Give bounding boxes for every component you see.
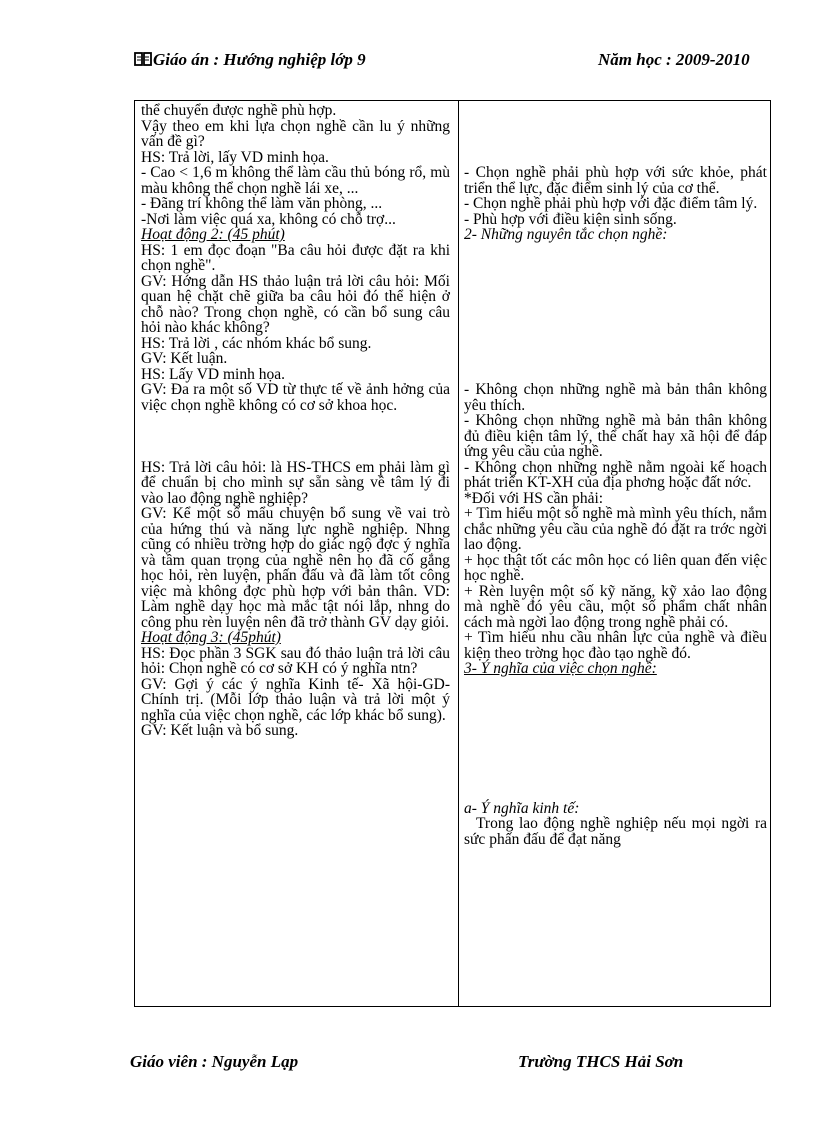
left-para: thể chuyển được nghề phù hợp.: [141, 102, 337, 119]
header-title: [134, 50, 366, 70]
left-para: GV: Đa ra một số VD từ thực tế về ảnh hởng của việc chọn nghề không có cơ sở khoa học.: [141, 381, 450, 414]
left-para: Vậy theo em khi lựa chọn nghề cần lu ý những vấn đề gì?: [141, 117, 450, 150]
right-para: - Chọn nghề phải phù hợp với đặc điểm tâm lý.: [464, 195, 758, 212]
right-para: - Phù hợp với điều kiện sinh sống.: [464, 210, 677, 228]
left-para: GV: Kết luận và bổ sung.: [141, 722, 299, 739]
right-para: + học thật tốt các môn học có liên quan đến việc học nghề.: [464, 551, 767, 584]
book-icon: [134, 51, 152, 67]
section-2-heading: [464, 227, 767, 243]
activity-2-heading: Hoạt động 2: (45 phút): [141, 226, 285, 243]
left-para: HS: Trả lời , các nhóm khác bổ sung.: [141, 334, 372, 352]
right-para: + Tìm hiểu nhu cầu nhân lực của nghề và điều kiện theo trờng học đào tạo nghề đó.: [464, 629, 767, 662]
left-para: GV: Kể một số mẩu chuyện bổ sung về vai trò của hứng thú và năng lực nghề nghiệp. Nhng cũng có nhiều trờng hợp do giác ngộ đợc ý nghĩa và tầm quan trọng của nghề nên họ đã cố gắng học hỏi, rèn luyện, phấn đấu và đã làm tốt công việc mà không đợc phù hợp với bản thân. VD: Làm nghề dạy học mà mắc tật nói lắp, nhng do công phu rèn luyện nên đã trở thành GV dạy giỏi.: [141, 505, 450, 631]
left-para: HS: 1 em đọc đoạn "Ba câu hỏi được đặt ra khi chọn nghề".: [141, 241, 450, 274]
right-para: - Không chọn những nghề mà bản thân không yêu thích.: [464, 381, 767, 414]
left-para: - Đãng trí không thể làm văn phòng, ...: [141, 195, 383, 212]
economic-meaning-heading: a- Ý nghĩa kinh tế:: [464, 799, 580, 817]
header-left-text: Giáo án : Hướng nghiệp lớp 9: [153, 50, 366, 69]
right-para: *Đối với HS cần phải:: [464, 489, 604, 507]
left-para: HS: Lấy VD minh họa.: [141, 365, 285, 383]
left-para: GV: Hớng dẫn HS thảo luận trả lời câu hỏi: Mối quan hệ chặt chẽ giữa ba câu hỏi đó thể hiện ở chỗ nào? Trong chọn nghề, có cần bổ sung câu hỏi nào khác không?: [141, 272, 450, 336]
left-para: GV: Kết luận.: [141, 350, 228, 367]
left-para: -Nơi làm việc quá xa, không có chỗ trợ...: [141, 210, 396, 228]
school-year: Năm học : 2009-2010: [598, 50, 750, 69]
teacher-name: Giáo viên : Nguyễn Lạp: [130, 1052, 299, 1071]
right-para: - Không chọn những nghề nằm ngoài kế hoạch phát triển KT-XH của địa phơng hoặc đất nớc.: [464, 458, 767, 491]
left-para: HS: Trả lời câu hỏi: là HS-THCS em phải làm gì để chuẩn bị cho mình sự sẵn sàng về tâm lý đi vào lao động nghề nghiệp?: [141, 458, 450, 507]
section-3-heading: 3- Ý nghĩa của việc chọn nghề:: [464, 660, 657, 677]
left-para: - Cao < 1,6 m không thể làm cầu thủ bóng rổ, mù màu không thể chọn nghề lái xe, ...: [141, 164, 450, 197]
teaching-activities-column: [141, 103, 450, 739]
right-para: - Chọn nghề phải phù hợp với sức khỏe, phát triển thể lực, đặc điểm sinh lý của cơ thể.: [464, 164, 767, 197]
right-para: + Tìm hiểu một số nghề mà mình yêu thích, nắm chắc những yêu cầu của nghề đó đặt ra trớc ngời lao động.: [464, 505, 767, 553]
activity-3-heading: Hoạt động 3: (45phút): [141, 629, 281, 646]
column-divider: [458, 100, 459, 1007]
right-para: + Rèn luyện một số kỹ năng, kỹ xảo lao động mà nghề đó yêu cầu, một số phẩm chất nhân cách mà ngời lao động trong nghề phải có.: [464, 582, 767, 631]
right-para: Trong lao động nghề nghiệp nếu mọi ngời ra sức phấn đấu để đạt năng: [464, 815, 767, 848]
section-2-text: 2- Những nguyên tắc chọn nghề:: [464, 226, 668, 243]
school-name: Trường THCS Hải Sơn: [518, 1052, 684, 1071]
left-para: HS: Trả lời, lấy VD minh họa.: [141, 148, 329, 166]
right-para: - Không chọn những nghề mà bản thân không đủ điều kiện tâm lý, thể chất hay xã hội để đáp ứng yêu cầu của nghề.: [464, 412, 767, 460]
left-para: HS: Đọc phần 3 SGK sau đó thảo luận trả lời câu hỏi: Chọn nghề có cơ sở KH có ý nghĩa ntn?: [141, 644, 450, 677]
left-para: GV: Gợi ý các ý nghĩa Kinh tế- Xã hội-GD- Chính trị. (Mỗi lớp thảo luận và trả lời một ý nghĩa của việc chọn nghề, các lớp khác bổ sung).: [141, 675, 450, 724]
lesson-content-column: [464, 103, 767, 847]
